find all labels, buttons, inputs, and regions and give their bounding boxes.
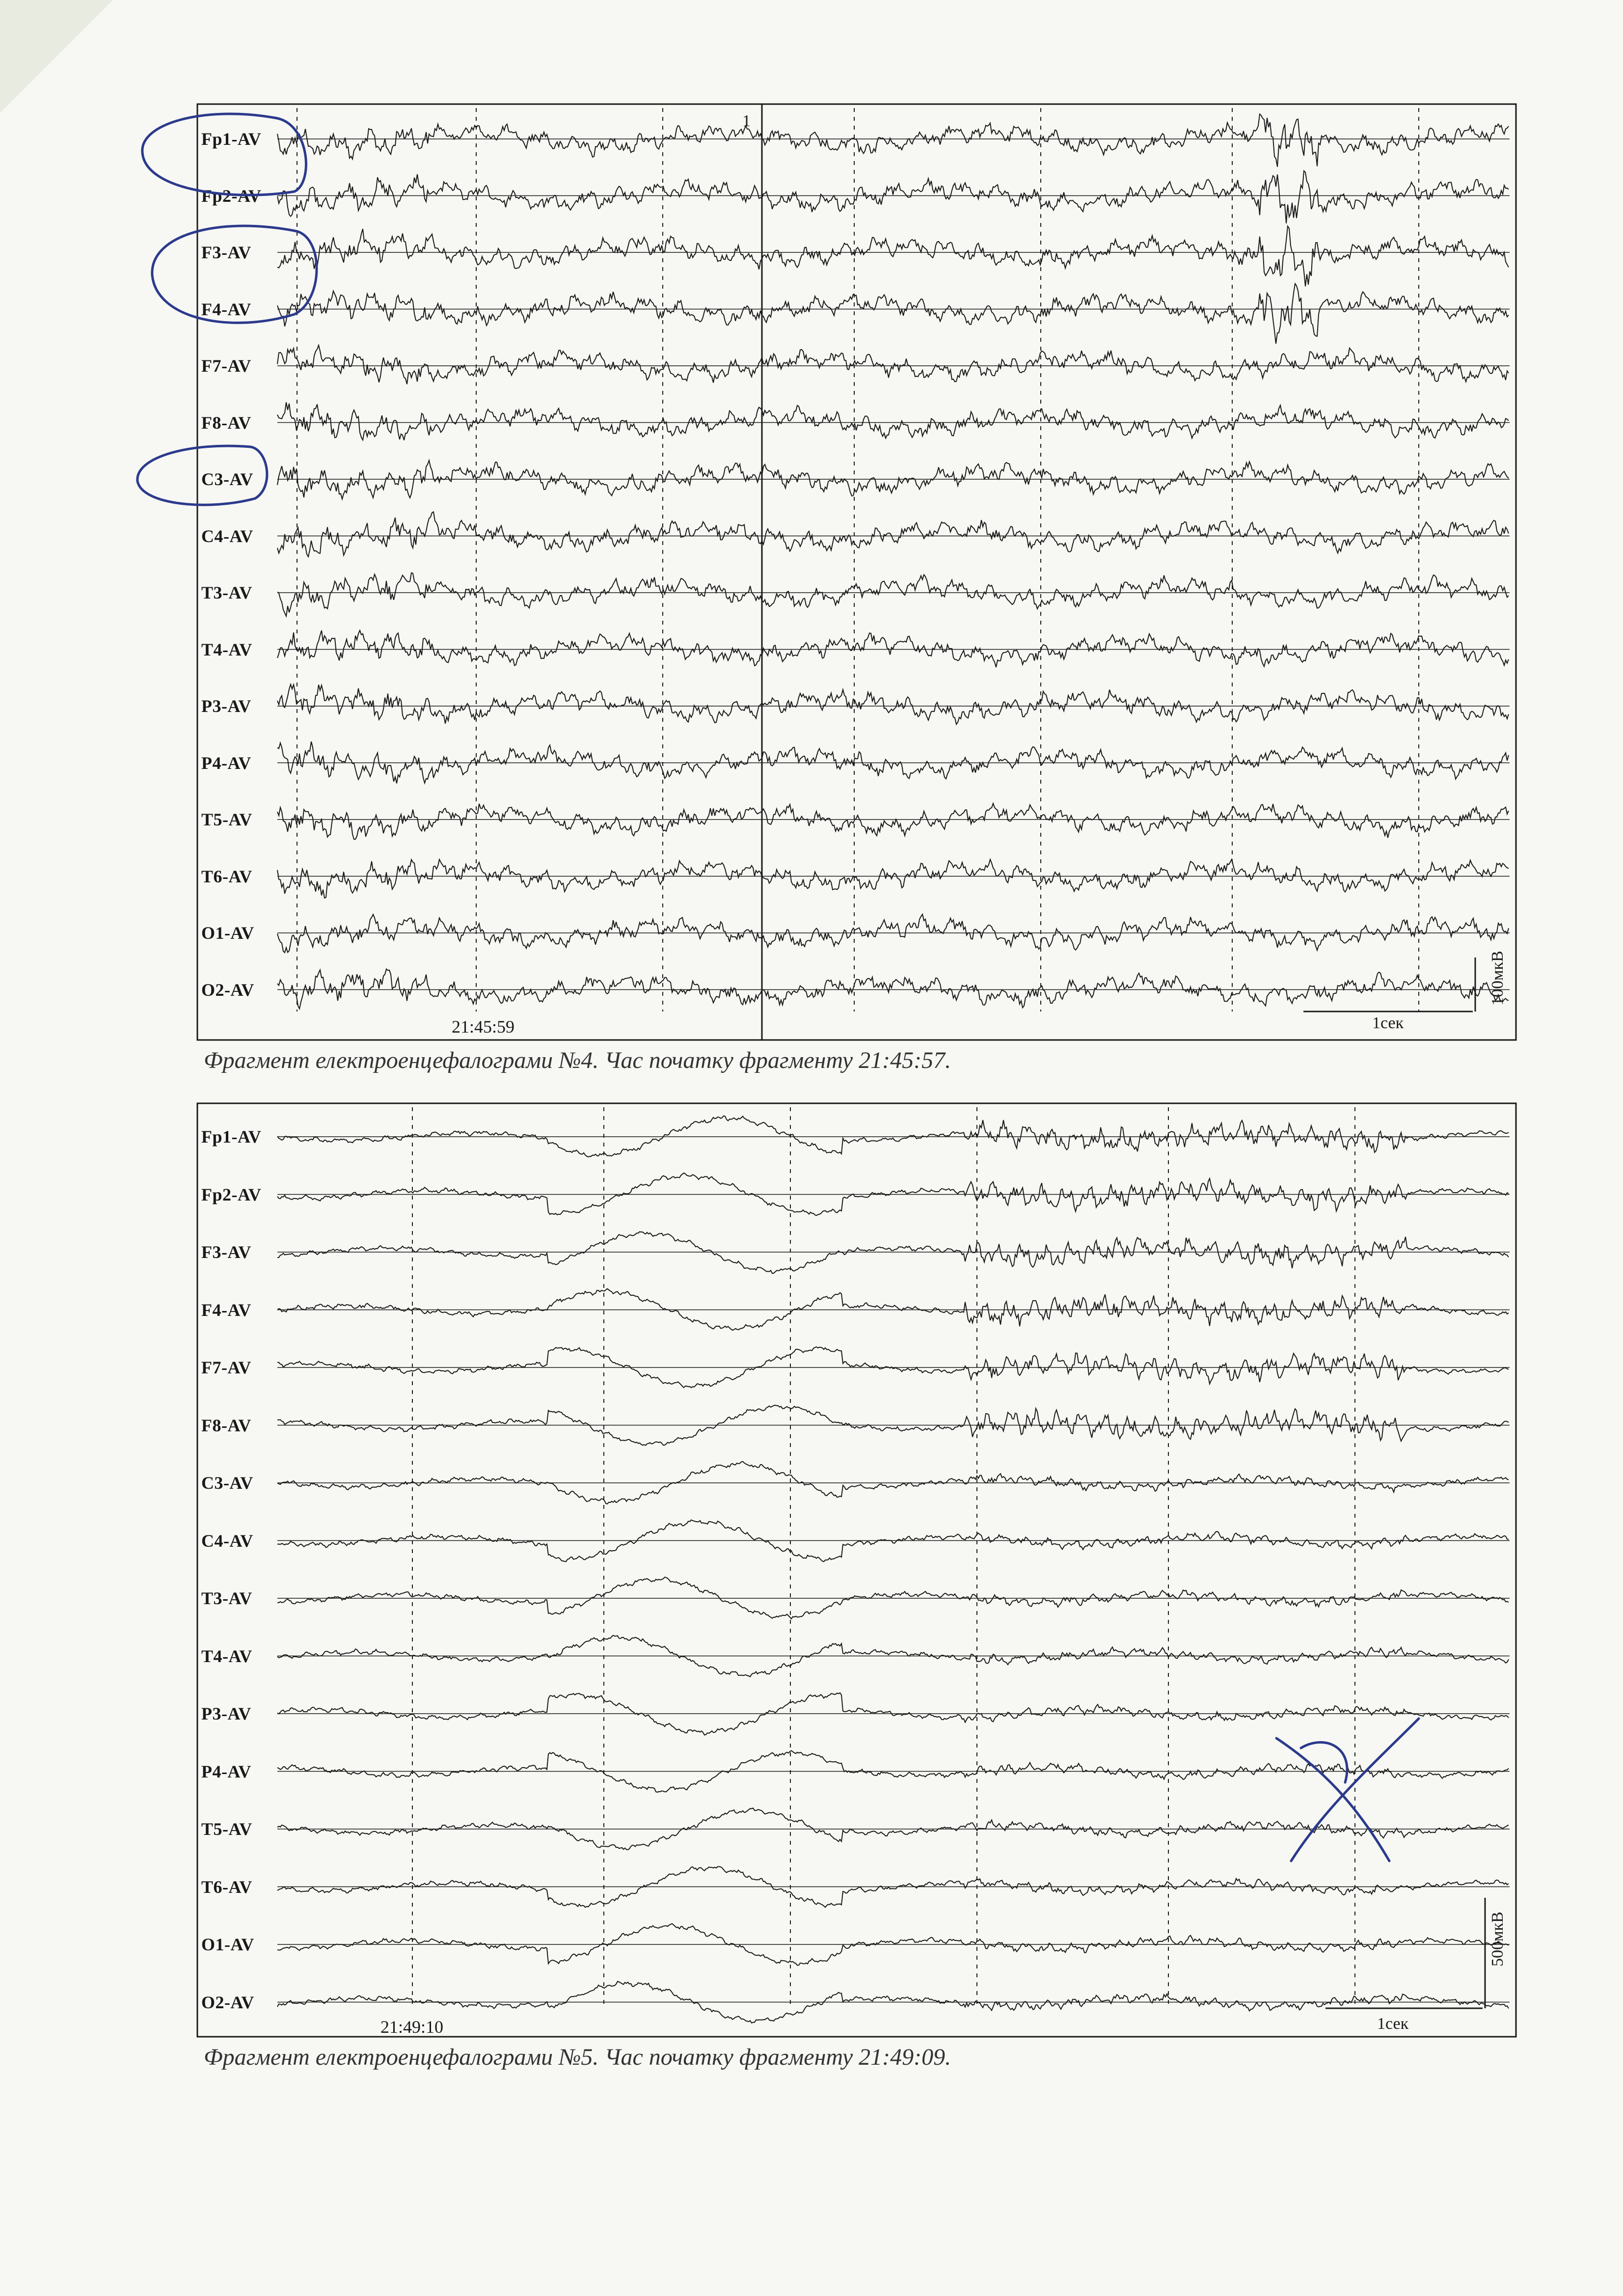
channel-label: F7-AV — [201, 356, 251, 376]
channel-label: O1-AV — [201, 923, 254, 943]
channel-label: C3-AV — [201, 469, 253, 489]
channel-label: F3-AV — [201, 1242, 251, 1262]
eeg-trace — [277, 226, 1509, 287]
fragment-4-time-scale-label: 1сек — [1372, 1014, 1404, 1032]
channel-label: T4-AV — [201, 639, 252, 659]
eeg-trace — [277, 512, 1509, 557]
channel-label: P4-AV — [201, 1761, 251, 1781]
channel-label: T6-AV — [201, 1877, 252, 1897]
eeg-trace — [277, 1232, 1509, 1274]
channel-label: C3-AV — [201, 1473, 253, 1493]
channel-label: F7-AV — [201, 1358, 251, 1377]
fragment-4-marker: 1 — [742, 112, 751, 130]
channel-label: Fp2-AV — [201, 1184, 262, 1204]
channel-label: T5-AV — [201, 1819, 252, 1839]
panel-frame — [197, 104, 1516, 1040]
channel-label: T5-AV — [201, 810, 252, 829]
eeg-fragment-5 — [196, 1102, 1517, 2038]
eeg-trace — [277, 803, 1509, 839]
channel-label: O2-AV — [201, 980, 254, 1000]
channel-label: F4-AV — [201, 1300, 251, 1320]
eeg-traces-fragment-4 — [196, 103, 1517, 1041]
fragment-5-amplitude-scale-label: 500мкВ — [1488, 1912, 1507, 1967]
channel-label: T3-AV — [201, 1588, 252, 1608]
eeg-trace — [277, 345, 1509, 384]
channel-label: F4-AV — [201, 299, 251, 319]
channel-label: T3-AV — [201, 583, 252, 602]
eeg-trace — [277, 402, 1509, 440]
channel-label: T4-AV — [201, 1646, 252, 1666]
channel-label: O1-AV — [201, 1935, 254, 1954]
channel-label: Fp2-AV — [201, 186, 262, 206]
channel-label: T6-AV — [201, 866, 252, 886]
channel-label: F8-AV — [201, 1415, 251, 1435]
fragment-4-caption: Фрагмент електроенцефалограми №4. Час початку фрагменту 21:45:57. — [204, 1047, 951, 1073]
eeg-trace — [277, 914, 1509, 953]
fragment-5-caption: Фрагмент електроенцефалограми №5. Час початку фрагменту 21:49:09. — [204, 2044, 951, 2070]
eeg-trace — [277, 630, 1509, 667]
fragment-4-amplitude-scale-label: 100мкВ — [1488, 951, 1507, 1006]
eeg-fragment-4 — [196, 103, 1517, 1041]
eeg-trace — [277, 461, 1509, 499]
channel-label: P4-AV — [201, 753, 251, 773]
channel-label: P3-AV — [201, 1704, 251, 1723]
eeg-trace — [277, 573, 1509, 616]
eeg-trace — [277, 859, 1509, 898]
eeg-trace — [277, 114, 1509, 166]
fragment-4-time-label: 21:45:59 — [452, 1017, 515, 1037]
channel-label: Fp1-AV — [201, 1127, 262, 1147]
fragment-5-time-scale-label: 1сек — [1377, 2015, 1409, 2033]
channel-label: Fp1-AV — [201, 129, 262, 149]
eeg-trace — [277, 284, 1509, 344]
page-corner-fold — [0, 0, 113, 113]
eeg-trace — [277, 171, 1509, 223]
eeg-traces-fragment-5 — [196, 1102, 1517, 2038]
channel-label: C4-AV — [201, 526, 253, 546]
eeg-trace — [277, 969, 1509, 1009]
channel-label: F8-AV — [201, 412, 251, 433]
panel-frame — [197, 1103, 1516, 2037]
channel-label: C4-AV — [201, 1531, 253, 1551]
channel-label: P3-AV — [201, 696, 251, 716]
eeg-trace — [277, 684, 1509, 724]
channel-label: O2-AV — [201, 1992, 254, 2012]
channel-label: F3-AV — [201, 243, 251, 262]
fragment-5-time-label: 21:49:10 — [380, 2017, 444, 2037]
